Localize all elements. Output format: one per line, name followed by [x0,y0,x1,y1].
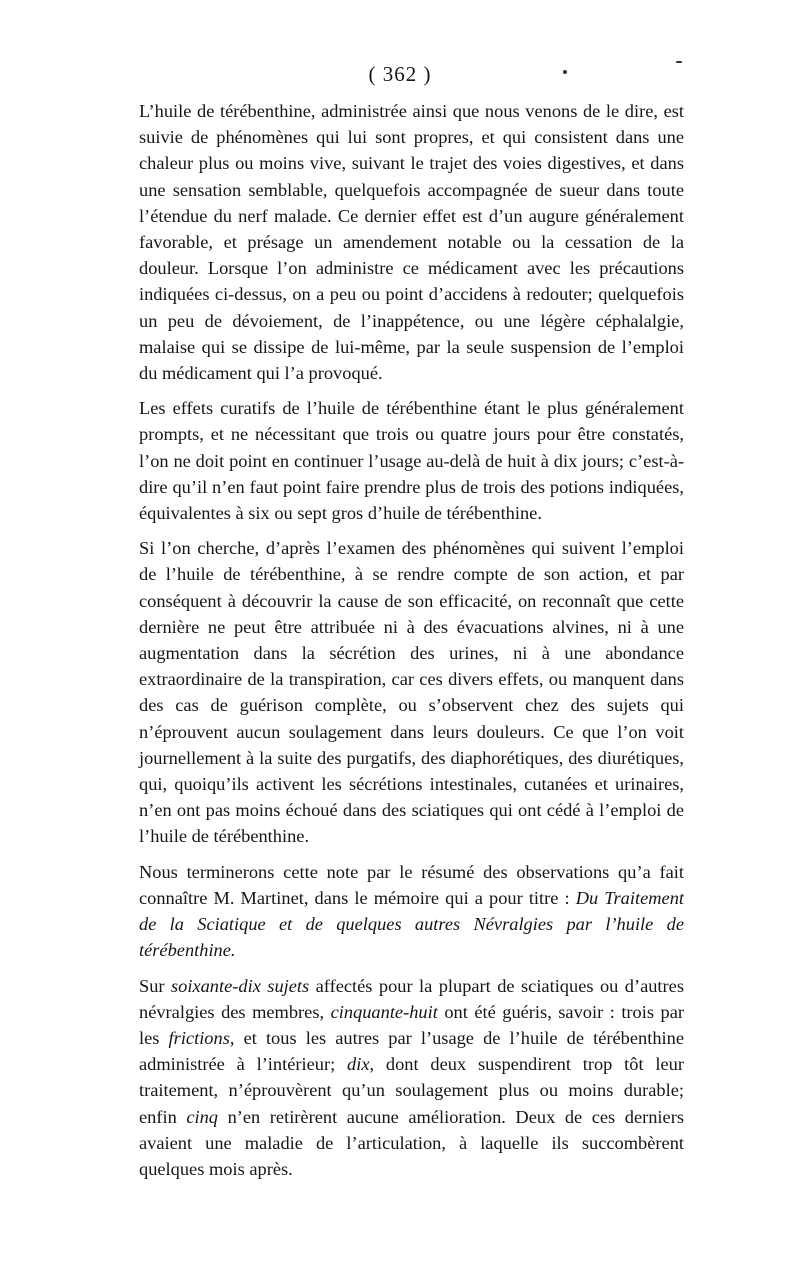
text-segment: , dont deux suspendirent trop tôt leur traitement, n’éprouvèrent qu’un soulagement plus ou moins durable; enfin [139,1054,684,1127]
paragraph-1 [139,98,684,386]
text-segment: L’huile de térébenthine, administrée ainsi que nous venons de le dire, est suivie de phénomènes qui lui sont propres, et qui consistent dans une chaleur plus ou moins vive, suivant le trajet des voies digestives, et dans une sensation semblable, quelquefois accompagnée de sueur dans toute l’étendue du nerf malade. Ce dernier effet est d’un augure généralement favorable, et présage un amendement notable ou la cessation de la douleur. Lorsque l’on administre ce médicament avec les précautions indiquées ci-dessus, on a peu ou point d’accidens à redouter; quelquefois un peu de dévoiement, de l’inappétence, ou une légère céphalalgie, malaise qui se dissipe de lui-même, par la seule suspension de l’emploi du médicament qui l’a provoqué. [139,101,684,384]
italic-segment: dix [347,1054,370,1075]
ink-speck [563,70,567,74]
page-number: ( 362 ) [368,62,432,86]
text-segment: affectés pour la plupart de sciatiques ou d’autres névralgies des membres, [139,975,684,1022]
paragraph-3 [139,535,684,849]
italic-segment: frictions [168,1027,230,1048]
italic-segment: soixante-dix sujets [170,975,310,996]
book-title-italic: Du Traitement de la Sciatique et de quelques autres Névralgies par l’huile de térébenthine. [139,887,684,961]
text-segment: ont été guéris, savoir : trois par les [139,1001,684,1048]
paragraph-5 [139,973,684,1183]
text-segment: Si l’on cherche, d’après l’examen des phénomènes qui suivent l’emploi de l’huile de térébenthine, à se rendre compte de son action, et par conséquent à découvrir la cause de son efficacité, on reconnaît que cette dernière ne peut être attribuée ni à des évacuations alvines, ni à une augmentation dans la sécrétion des urines, ni à une abondance extraordinaire de la transpiration, car ces divers effets, ou manquent dans des cas de guérison complète, ou s’observent chez des sujets qui n’éprouvent aucun soulagement dans leurs douleurs. Ce que l’on voit journellement à la suite des purgatifs, des diaphorétiques, des diurétiques, qui, quoiqu’ils activent les sécrétions intestinales, cutanées et urinaires, n’en ont pas moins échoué dans des sciatiques qui ont cédé à l’emploi de l’huile de térébenthine. [139,538,684,847]
body-text [139,98,684,1191]
ink-speck [676,61,682,63]
paragraph-2 [139,395,684,526]
italic-segment: cinquante-huit [330,1001,438,1022]
paragraph-4 [139,859,684,964]
text-segment: , et tous les autres par l’usage de l’huile de térébenthine administrée à l’intérieur; [139,1027,684,1075]
text-segment: Nous terminerons cette note par le résumé des observations qu’a fait connaître M. Martinet, dans le mémoire qui a pour titre : [139,861,684,908]
text-segment: Sur [139,975,171,996]
text-segment: n’en retirèrent aucune amélioration. Deux de ces derniers avaient une maladie de l’articulation, à laquelle ils succombèrent quelques mois après. [139,1106,684,1179]
italic-segment: cinq [186,1106,219,1127]
text-segment: Les effets curatifs de l’huile de térébenthine étant le plus généralement prompts, et ne nécessitant que trois ou quatre jours pour être constatés, l’on ne doit point en continuer l’usage au-delà de huit à dix jours; c’est-à-dire qu’il n’en faut point faire prendre plus de trois des potions indiquées, équivalentes à six ou sept gros d’huile de térébenthine. [139,398,684,524]
